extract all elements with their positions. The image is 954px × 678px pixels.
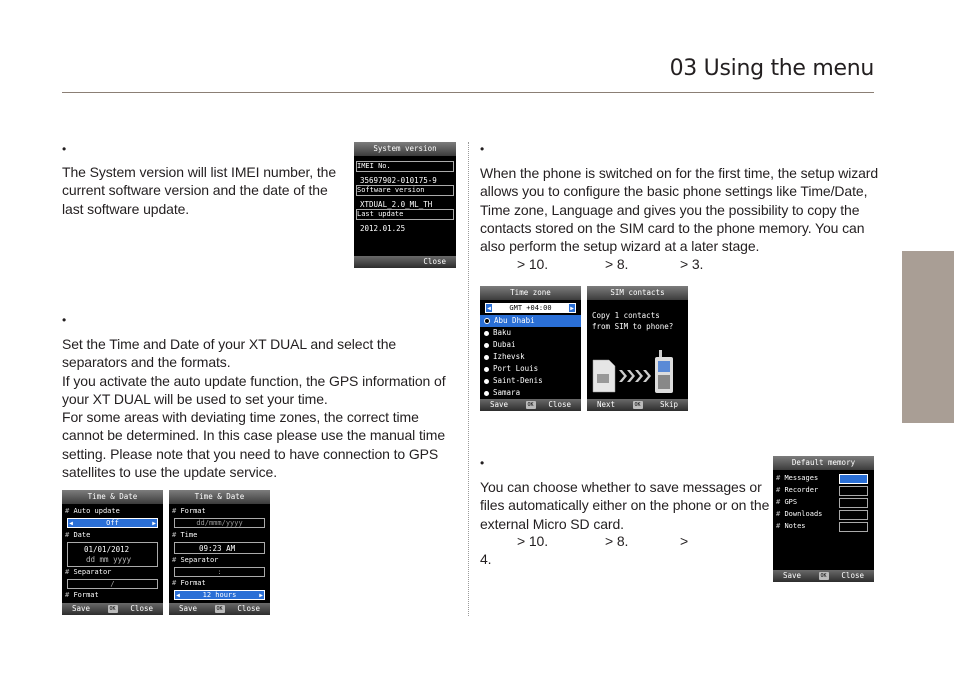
sim-to-phone-icon — [589, 348, 686, 396]
memory-toggle[interactable] — [839, 522, 868, 532]
softkey-bar — [354, 256, 456, 268]
time-zone-screen — [480, 286, 581, 411]
hour-format-label: # Format — [172, 579, 206, 587]
city-item[interactable]: Saint-Denis — [484, 376, 543, 385]
save-softkey[interactable]: Save — [179, 604, 198, 613]
city-item[interactable]: Baku — [484, 328, 511, 337]
city-item[interactable]: Izhevsk — [484, 352, 525, 361]
ok-key[interactable]: OK — [820, 573, 827, 579]
time-date-screen-2 — [169, 490, 270, 615]
memory-item: # Notes — [776, 522, 806, 530]
memory-toggle[interactable] — [839, 510, 868, 520]
ok-key[interactable]: OK — [216, 606, 223, 612]
time-label: # Time — [172, 531, 198, 539]
text-line: If you activate the auto update function, the GPS information of — [62, 372, 446, 389]
format-label: # Format — [65, 591, 99, 599]
text-line: For some areas with deviating time zones, the correct time — [62, 409, 419, 426]
page-title: 03 Using the menu — [669, 56, 874, 81]
memory-toggle[interactable] — [839, 486, 868, 496]
save-softkey[interactable]: Save — [490, 400, 509, 409]
setup-wizard-text — [480, 164, 878, 255]
hour-format-select[interactable]: ◀ 12 hours ▶ — [174, 590, 265, 600]
text-line: The System version will list IMEI number, the — [62, 164, 337, 180]
imei-label: IMEI No. — [357, 162, 391, 170]
memory-item: # GPS — [776, 498, 798, 506]
ok-key[interactable]: OK — [527, 402, 534, 408]
close-softkey[interactable]: Close — [841, 571, 864, 580]
update-value: 2012.01.25 — [360, 224, 406, 233]
text-line: satellites to use the update service. — [62, 464, 277, 481]
memory-item: # Downloads — [776, 510, 823, 518]
section-bullet: • — [480, 456, 485, 470]
separator-select[interactable]: : — [174, 567, 265, 577]
close-softkey[interactable]: Close — [423, 257, 446, 266]
auto-update-label: # Auto update — [65, 507, 120, 515]
softkey-bar — [773, 570, 874, 582]
memory-toggle[interactable] — [839, 474, 868, 484]
gmt-select[interactable]: ◀ GMT +04:00 ▶ — [485, 303, 576, 313]
close-softkey[interactable]: Close — [237, 604, 260, 613]
softkey-bar — [169, 603, 270, 615]
separator-label: # Separator — [65, 568, 112, 576]
menu-path-step: > 8. — [605, 533, 629, 549]
screen-title: Time & Date — [169, 490, 270, 504]
default-memory-text — [480, 478, 769, 533]
date-format-select[interactable]: dd/mmm/yyyy — [174, 518, 265, 528]
menu-path-step: > 3. — [680, 256, 704, 272]
update-label: Last update — [357, 210, 404, 218]
software-label: Software version — [357, 186, 425, 194]
auto-update-select[interactable]: ◀ Off ▶ — [67, 518, 158, 528]
menu-path-step: > — [680, 533, 689, 549]
time-value: 09:23 AM — [199, 544, 236, 553]
memory-item: # Messages — [776, 474, 819, 482]
text-line: last software update. — [62, 200, 190, 217]
text-line: current software version and the date of the — [62, 182, 328, 199]
city-item[interactable]: Dubai — [484, 340, 516, 349]
screen-title: Default memory — [773, 456, 874, 470]
text-line: Set the Time and Date of your XT DUAL and select the — [62, 336, 397, 352]
chapter-side-tab — [902, 251, 954, 423]
skip-softkey[interactable]: Skip — [659, 400, 678, 409]
city-item[interactable]: Port Louis — [484, 364, 538, 373]
system-version-screen — [354, 142, 456, 268]
next-softkey[interactable]: Next — [597, 400, 616, 409]
header-rule — [62, 92, 874, 93]
section-bullet: • — [62, 142, 67, 156]
city-item[interactable]: Samara — [484, 388, 520, 397]
screen-title: Time & Date — [62, 490, 163, 504]
text-line: contacts stored on the SIM card to the phone memory. You can — [480, 219, 865, 236]
memory-toggle[interactable] — [839, 498, 868, 508]
menu-path-step: > 8. — [605, 256, 629, 272]
date-value: 01/01/2012 — [84, 545, 130, 554]
section-bullet: • — [62, 313, 67, 327]
time-date-screen-1 — [62, 490, 163, 615]
text-line: setting. Please note that you need to have connection to GPS — [62, 445, 439, 462]
city-item-selected[interactable]: Abu Dhabi — [484, 316, 535, 325]
softkey-bar — [587, 399, 688, 411]
close-softkey[interactable]: Close — [548, 400, 571, 409]
menu-path-step: > 10. — [517, 256, 549, 272]
default-memory-screen — [773, 456, 874, 582]
ok-key[interactable]: OK — [109, 606, 116, 612]
column-divider — [468, 142, 469, 616]
text-line: your XT DUAL will be used to set your time. — [62, 390, 328, 407]
imei-value: 35697902-010175-9 — [360, 176, 437, 185]
text-line: separators and the formats. — [62, 354, 231, 371]
text-line: cannot be determined. In this case please use the manual time — [62, 427, 446, 444]
section-bullet: • — [480, 142, 485, 156]
copy-message-line: from SIM to phone? — [592, 322, 674, 331]
softkey-bar — [62, 603, 163, 615]
copy-message-line: Copy 1 contacts — [592, 311, 660, 320]
text-line: You can choose whether to save messages or — [480, 479, 762, 495]
separator-label: # Separator — [172, 556, 219, 564]
save-softkey[interactable]: Save — [72, 604, 91, 613]
text-line: files automatically either on the phone or on the — [480, 497, 770, 514]
text-line: allows you to configure the basic phone settings like Time/Date, — [480, 183, 868, 200]
ok-key[interactable]: OK — [634, 402, 641, 408]
screen-title: Time zone — [480, 286, 581, 300]
text-line: When the phone is switched on for the first time, the setup wizard — [480, 165, 879, 181]
screen-title: System version — [354, 142, 456, 156]
screen-title: SIM contacts — [587, 286, 688, 300]
memory-item: # Recorder — [776, 486, 819, 494]
time-date-text — [62, 335, 446, 481]
save-softkey[interactable]: Save — [783, 571, 802, 580]
separator-select[interactable]: / — [67, 579, 158, 589]
format-label: # Format — [172, 507, 206, 515]
system-version-text — [62, 163, 336, 218]
text-line: also perform the setup wizard at a later stage. — [480, 238, 760, 255]
close-softkey[interactable]: Close — [130, 604, 153, 613]
date-label: # Date — [65, 531, 91, 539]
text-line: external Micro SD card. — [480, 515, 624, 532]
software-value: XTDUAL_2.0_ML_TH — [360, 200, 433, 209]
text-line: Time zone, Language and gives you the possibility to copy the — [480, 201, 860, 218]
menu-path-step: 4. — [480, 551, 492, 567]
date-format: dd mm yyyy — [86, 555, 132, 564]
sim-contacts-screen — [587, 286, 688, 411]
menu-path-step: > 10. — [517, 533, 549, 549]
softkey-bar — [480, 399, 581, 411]
